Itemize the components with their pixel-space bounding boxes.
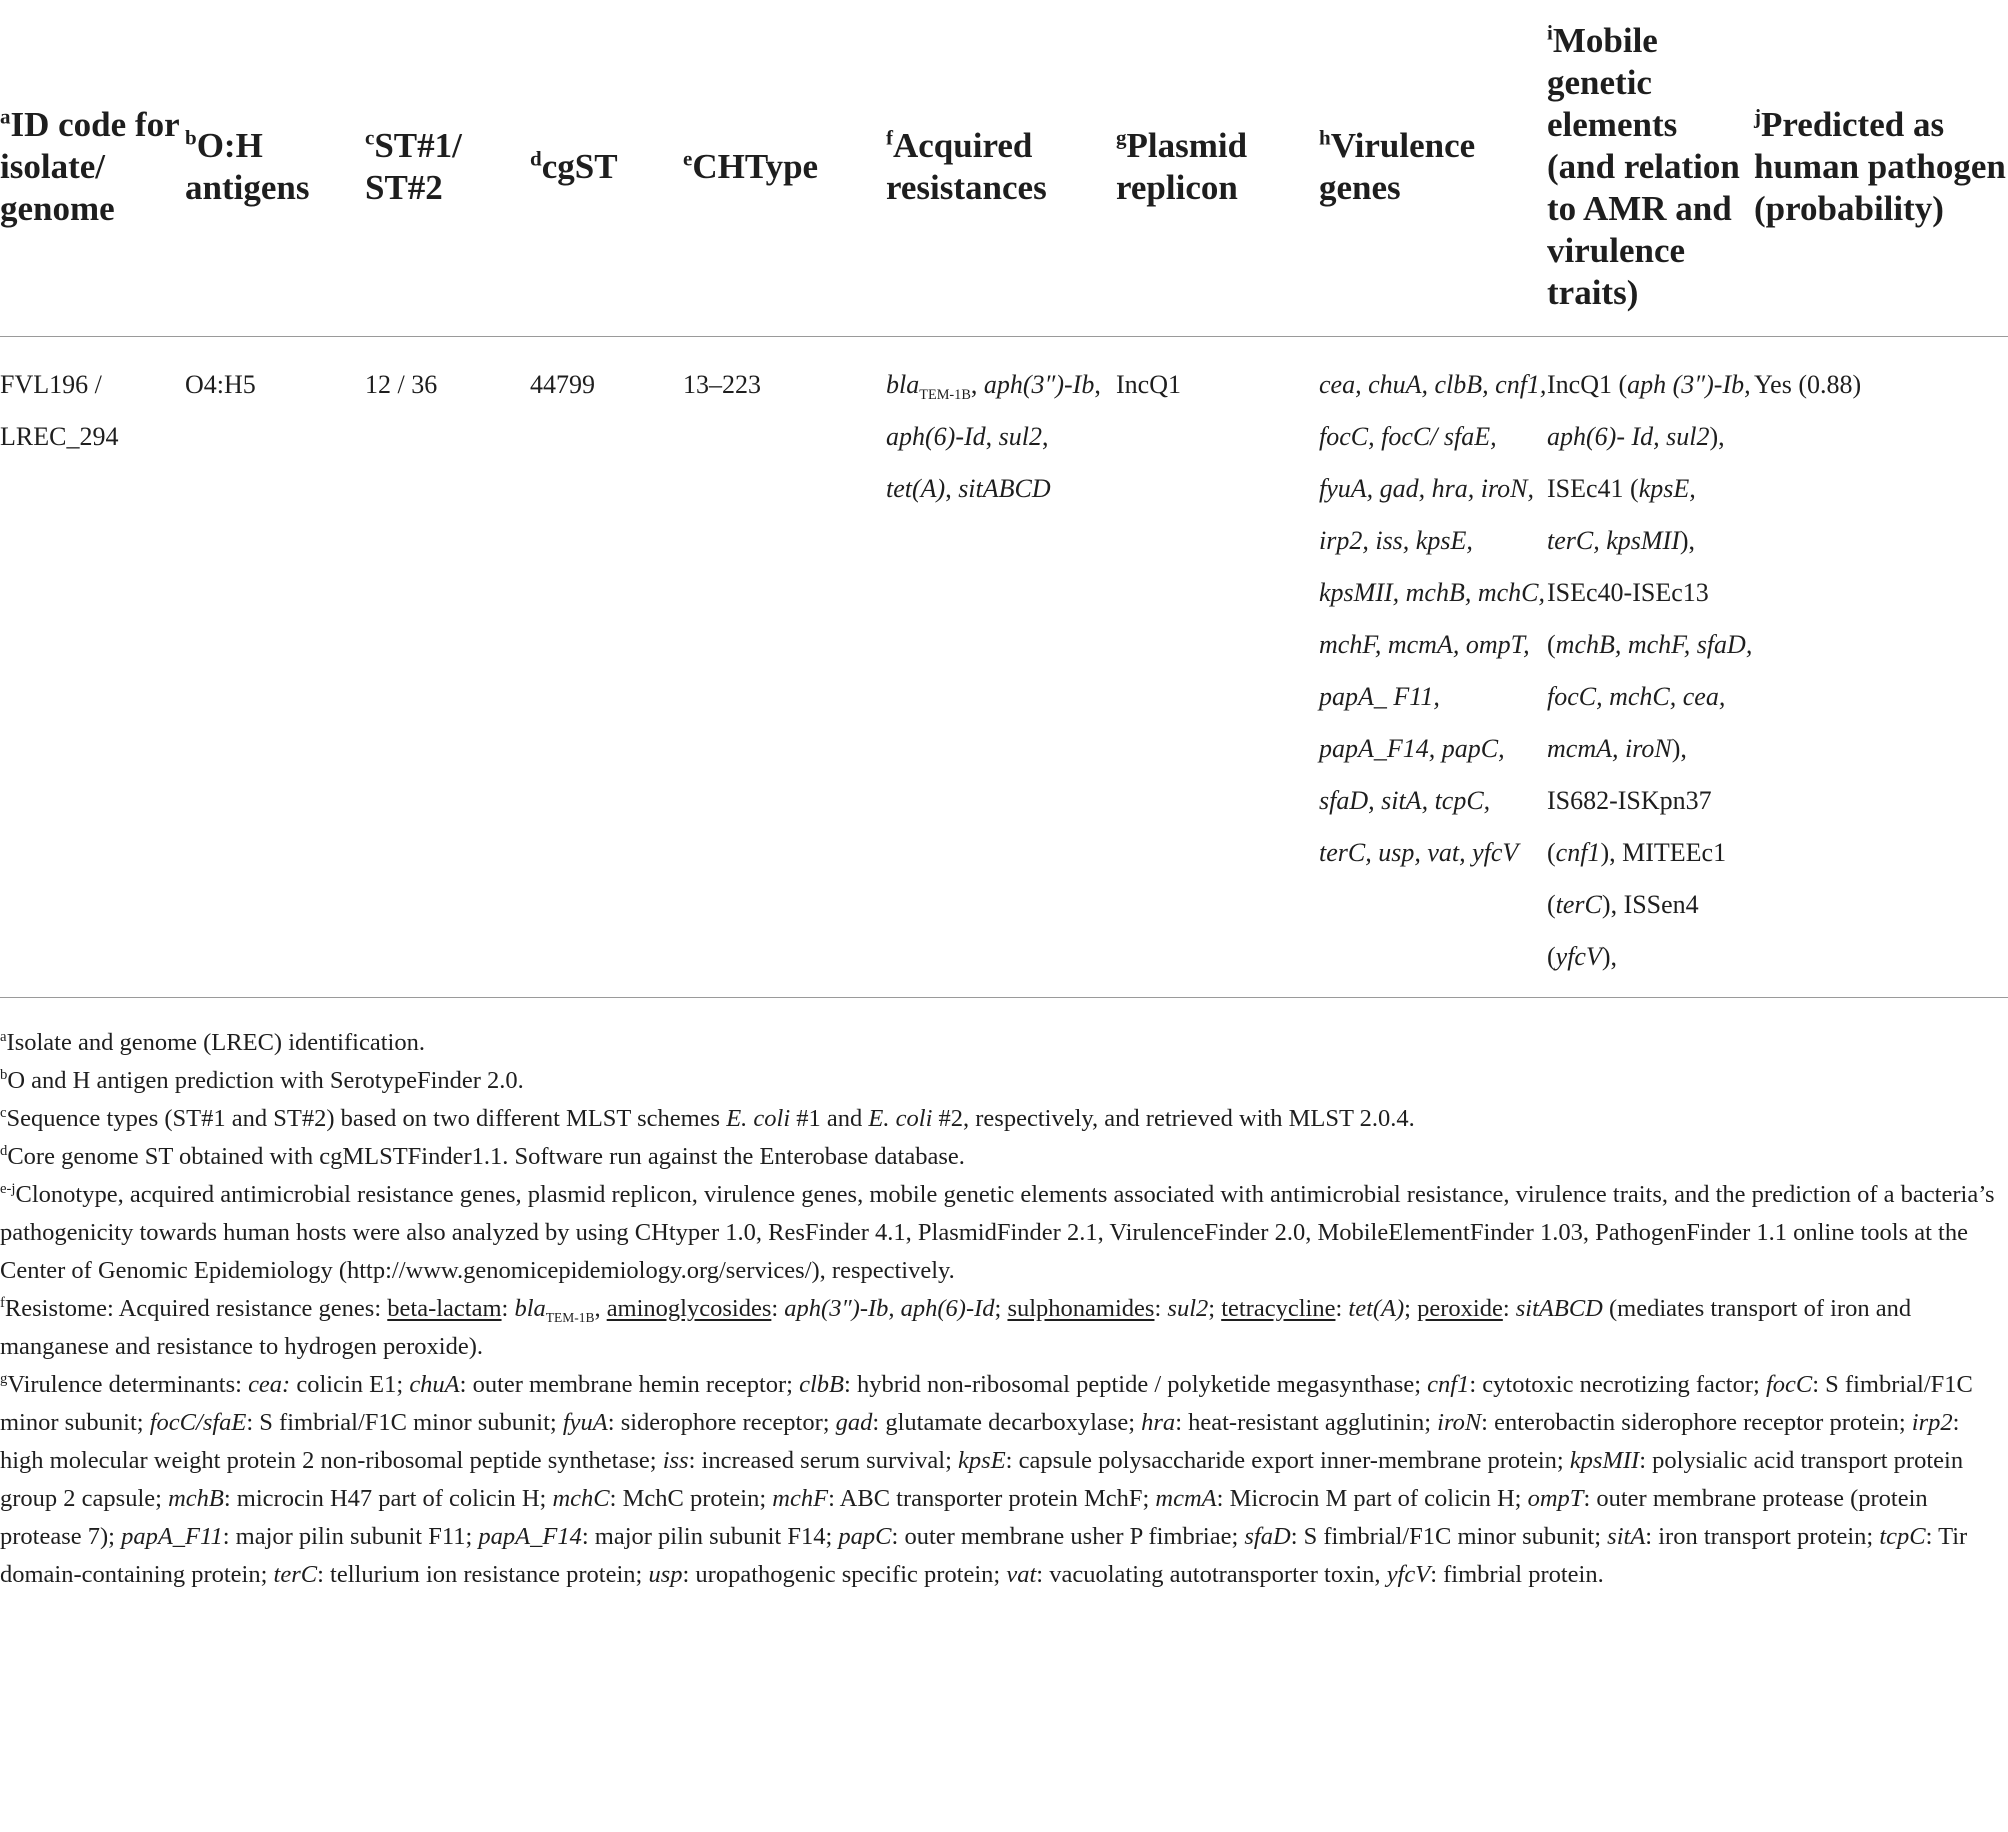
gene-name: yfcV: [1386, 1561, 1431, 1588]
gene-name: gad: [835, 1409, 873, 1436]
gene-name: irp2: [1911, 1409, 1953, 1436]
gene-name: mcmA: [1155, 1485, 1217, 1512]
gene-description: : Tir domain-containing protein;: [0, 1523, 1968, 1588]
gene-description: : siderophore receptor;: [607, 1409, 836, 1436]
gene-description: : hybrid non-ribosomal peptide / polyketide megasynthase;: [844, 1371, 1428, 1398]
col-header-plasmid: $^g$Plasmid replicon: [1116, 0, 1319, 337]
gene-name: sitA: [1607, 1523, 1646, 1550]
gene-name: clbB: [799, 1371, 845, 1398]
gene-description: colicin E1;: [290, 1371, 410, 1398]
col-header-virulence: $^h$Virulence genes: [1319, 0, 1547, 337]
gene-description: : cytotoxic necrotizing factor;: [1469, 1371, 1766, 1398]
col-header-resistances: $^f$Acquired resistances: [886, 0, 1116, 337]
cell-st: 12 / 36: [365, 337, 530, 998]
gene-description: : enterobactin siderophore receptor protein;: [1481, 1409, 1912, 1436]
gene-description: : outer membrane protease (protein protease 7);: [0, 1485, 1928, 1550]
footnote-f: $^f$Resistome: Acquired resistance genes: beta-lactam: bla$_{TEM-1B}$, aminoglycosides: aph(3″)-Ib, aph(6)-Id; sulphonamides: sul2; tetracycline: tet(A); peroxide: sitABCD (mediates transport of iron and manganese and resistance to hydrogen peroxide).: [0, 1294, 1912, 1360]
gene-name: iroN: [1437, 1409, 1482, 1436]
gene-description: : outer membrane hemin receptor;: [459, 1371, 800, 1398]
gene-description: : S fimbrial/F1C minor subunit;: [246, 1409, 563, 1436]
gene-description: : MchC protein;: [609, 1485, 773, 1512]
virulence-determinant-list: [0, 1371, 1973, 1588]
gene-name: chuA: [409, 1371, 460, 1398]
gene-name: fyuA: [562, 1409, 608, 1436]
gene-name: papA_F14: [478, 1523, 582, 1550]
gene-description: : outer membrane usher P fimbriae;: [891, 1523, 1245, 1550]
gene-description: : ABC transporter protein MchF;: [828, 1485, 1156, 1512]
gene-name: sfaD: [1244, 1523, 1291, 1550]
col-header-id: $^a$ID code for isolate/ genome: [0, 0, 185, 337]
cell-cgst: 44799: [530, 337, 683, 998]
footnotes: [0, 998, 2008, 1594]
gene-name: papA_F11: [121, 1523, 223, 1550]
col-header-chtype: $^e$CHType: [683, 0, 886, 337]
gene-name: mchF: [772, 1485, 829, 1512]
cell-mobile: IncQ1 (aph (3″)-Ib, aph(6)- Id, sul2), ISEc41 (kpsE, terC, kpsMII), ISEc40-ISEc13 (mchB, mchF, sfaD, focC, mchC, cea, mcmA, iroN), IS682-ISKpn37 (cnf1), MITEEc1 (terC), ISSen4 (yfcV),: [1547, 337, 1754, 998]
gene-name: hra: [1141, 1409, 1176, 1436]
gene-name: mchC: [552, 1485, 610, 1512]
gene-name: ompT: [1527, 1485, 1584, 1512]
gene-description: : major pilin subunit F14;: [581, 1523, 839, 1550]
gene-description: : S fimbrial/F1C minor subunit;: [0, 1371, 1973, 1436]
gene-description: : glutamate decarboxylase;: [872, 1409, 1142, 1436]
gene-name: kpsMII: [1569, 1447, 1640, 1474]
table-row: [0, 337, 2008, 998]
col-header-mobile: $^i$Mobile genetic elements (and relation to AMR and virulence traits): [1547, 0, 1754, 337]
footnote-c: $^c$Sequence types (ST#1 and ST#2) based on two different MLST schemes E. coli #1 and E. coli #2, respectively, and retrieved with MLST 2.0.4.: [0, 1104, 1415, 1132]
header-row: [0, 0, 2008, 337]
gene-description: : vacuolating autotransporter toxin,: [1036, 1561, 1387, 1588]
col-header-st: $^c$ST#1/ ST#2: [365, 0, 530, 337]
gene-description: : Microcin M part of colicin H;: [1216, 1485, 1528, 1512]
gene-description: : microcin H47 part of colicin H;: [223, 1485, 553, 1512]
gene-name: usp: [648, 1561, 683, 1588]
gene-description: : capsule polysaccharide export inner-membrane protein;: [1005, 1447, 1570, 1474]
footnote-e-j: $^{e-j}$Clonotype, acquired antimicrobial resistance genes, plasmid replicon, virulence genes, mobile genetic elements associated with antimicrobial resistance, virulence traits, and the prediction of a bacteria’s pathogenicity towards human hosts were also analyzed by using CHtyper 1.0, ResFinder 4.1, PlasmidFinder 2.1, VirulenceFinder 2.0, MobileElementFinder 1.03, PathogenFinder 1.1 online tools at the Center of Genomic Epidemiology (http://www.genomicepidemiology.org/services/), respectively.: [0, 1180, 1995, 1284]
gene-name: focC: [1765, 1371, 1813, 1398]
gene-name: cea:: [248, 1371, 291, 1398]
gene-description: : uropathogenic specific protein;: [682, 1561, 1007, 1588]
gene-description: : major pilin subunit F11;: [222, 1523, 479, 1550]
gene-name: cnf1: [1427, 1371, 1470, 1398]
col-header-cgst: $^d$cgST: [530, 0, 683, 337]
gene-description: : increased serum survival;: [688, 1447, 959, 1474]
cell-id: FVL196 / LREC_294: [0, 337, 185, 998]
gene-name: kpsE: [958, 1447, 1006, 1474]
col-header-predicted: $^j$Predicted as human pathogen (probability): [1754, 0, 2008, 337]
gene-description: : tellurium ion resistance protein;: [317, 1561, 649, 1588]
col-header-antigens: $^b$O:H antigens: [185, 0, 365, 337]
gene-description: : high molecular weight protein 2 non-ribosomal peptide synthetase;: [0, 1409, 1960, 1474]
gene-name: vat: [1006, 1561, 1037, 1588]
footnote-g: $^g$Virulence determinants: cea: colicin E1; chuA: outer membrane hemin receptor; clbB: hybrid non-ribosomal peptide / polyketide megasynthase; cnf1: cytotoxic necrotizing factor; focC: S fimbrial/F1C minor subunit; focC/sfaE: S fimbrial/F1C minor subunit; fyuA: siderophore receptor; gad: glutamate decarboxylase; hra: heat-resistant agglutinin; iroN: enterobactin siderophore receptor protein; irp2: high molecular weight protein 2 non-ribosomal peptide synthetase; iss: increased serum survival; kpsE: capsule polysaccharide export inner-membrane protein; kpsMII: polysialic acid transport protein group 2 capsule; mchB: microcin H47 part of colicin H; mchC: MchC protein; mchF: ABC transporter protein MchF; mcmA: Microcin M part of colicin H; ompT: outer membrane protease (protein protease 7); papA_F11: major pilin subunit F11; papA_F14: major pilin subunit F14; papC: outer membrane usher P fimbriae; sfaD: S fimbrial/F1C minor subunit; sitA: iron transport protein; tcpC: Tir domain-containing protein; terC: tellurium ion resistance protein; usp: uropathogenic specific protein; vat: vacuolating autotransporter toxin, yfcV: fimbrial protein.: [0, 1370, 1973, 1588]
footnote-d: $^d$Core genome ST obtained with cgMLSTFinder1.1. Software run against the Enterobase database.: [0, 1142, 965, 1170]
gene-name: papC: [838, 1523, 892, 1550]
cell-resistances: bla$_{TEM-1B}$, aph(3″)-Ib, aph(6)-Id, sul2, tet(A), sitABCD: [886, 337, 1116, 998]
gene-name: tcpC: [1879, 1523, 1926, 1550]
cell-predicted: Yes (0.88): [1754, 337, 2008, 998]
gene-description: : S fimbrial/F1C minor subunit;: [1290, 1523, 1608, 1550]
cell-virulence: cea, chuA, clbB, cnf1, focC, focC/ sfaE, fyuA, gad, hra, iroN, irp2, iss, kpsE, kpsMII, mchB, mchC, mchF, mcmA, ompT, papA_ F11, papA_F14, papC, sfaD, sitA, tcpC, terC, usp, vat, yfcV: [1319, 337, 1547, 998]
cell-plasmid: IncQ1: [1116, 337, 1319, 998]
footnote-a: $^a$Isolate and genome (LREC) identification.: [0, 1028, 425, 1056]
gene-description: : fimbrial protein.: [1430, 1561, 1604, 1588]
gene-name: terC: [273, 1561, 318, 1588]
gene-name: mchB: [168, 1485, 224, 1512]
gene-name: iss: [662, 1447, 689, 1474]
cell-chtype: 13–223: [683, 337, 886, 998]
gene-description: : polysialic acid transport protein group 2 capsule;: [0, 1447, 1964, 1512]
cell-antigens: O4:H5: [185, 337, 365, 998]
gene-description: : heat-resistant agglutinin;: [1175, 1409, 1438, 1436]
gene-name: focC/sfaE: [149, 1409, 247, 1436]
gene-description: : iron transport protein;: [1645, 1523, 1880, 1550]
footnote-b: $^b$O and H antigen prediction with SerotypeFinder 2.0.: [0, 1066, 524, 1094]
